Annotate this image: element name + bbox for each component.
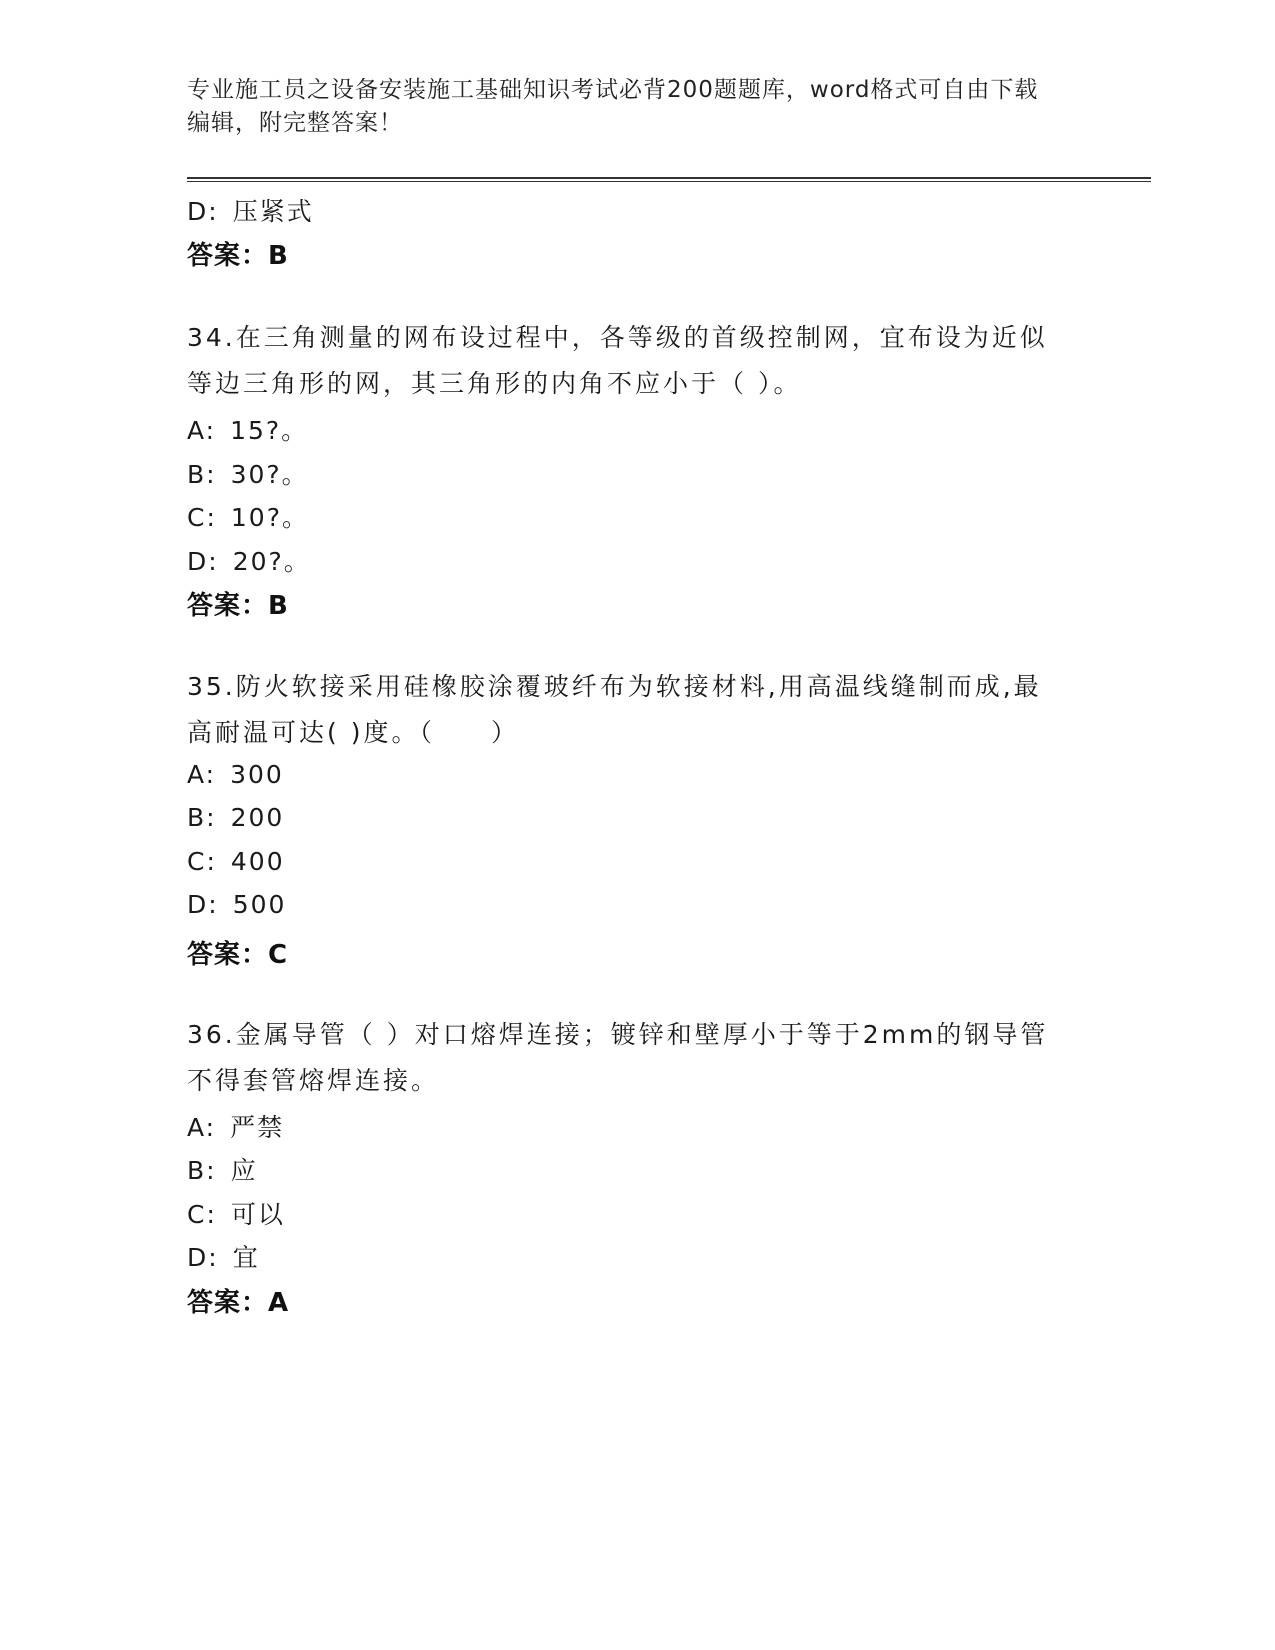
- option-text: 500: [232, 890, 287, 919]
- option-key: A:: [187, 416, 217, 445]
- option-key: A:: [187, 760, 217, 789]
- question-stem-line-1: 34.在三角测量的网布设过程中，各等级的首级控制网，宜布设为近似: [187, 323, 1048, 352]
- question-35-answer: 答案：C: [187, 940, 289, 970]
- option-key: B:: [187, 803, 217, 832]
- option-key: D:: [187, 890, 219, 919]
- question-36-option-c: [187, 1195, 285, 1231]
- question-36-answer: 答案：A: [187, 1288, 290, 1318]
- option-text: 300: [230, 760, 284, 789]
- header-line-2: 编辑，附完整答案！: [187, 110, 403, 136]
- question-stem-line-1: 35.防火软接采用硅橡胶涂覆玻纤布为软接材料,用高温线缝制而成,最: [187, 672, 1042, 701]
- question-34-option-b: [187, 455, 309, 491]
- question-35-option-a: [187, 760, 284, 789]
- option-text: 宜: [232, 1243, 260, 1272]
- option-text: 压紧式: [232, 197, 314, 226]
- option-d-prev: [187, 192, 314, 228]
- option-key: C:: [187, 1200, 217, 1229]
- question-34-stem: [187, 315, 1067, 407]
- question-35-option-c: [187, 847, 285, 876]
- question-35-stem: [187, 664, 1067, 756]
- page-header: [187, 74, 1067, 140]
- question-stem-line-2: 不得套管熔焊连接。: [187, 1066, 440, 1095]
- option-text: 应: [230, 1156, 258, 1185]
- question-36-option-a: [187, 1108, 284, 1144]
- option-key: C:: [187, 503, 217, 532]
- header-line-1: 专业施工员之设备安装施工基础知识考试必背200题题库，word格式可自由下载: [187, 77, 1039, 103]
- question-stem-line-2: 等边三角形的网，其三角形的内角不应小于（ ）。: [187, 369, 802, 398]
- option-text: 15?。: [230, 416, 309, 445]
- option-text: 严禁: [230, 1113, 285, 1142]
- option-key: D:: [187, 197, 219, 226]
- option-key: A:: [187, 1113, 217, 1142]
- question-36-stem: [187, 1012, 1067, 1104]
- question-34-answer: 答案：B: [187, 591, 289, 621]
- question-stem-line-2: 高耐温可达( )度。（ ）: [187, 718, 519, 747]
- option-text: 30?。: [230, 460, 309, 489]
- question-35-option-d: [187, 890, 286, 919]
- answer-prev: 答案：B: [187, 241, 289, 271]
- option-text: 200: [230, 803, 285, 832]
- option-text: 10?。: [230, 503, 309, 532]
- option-key: B:: [187, 1156, 217, 1185]
- header-rule-thin: [187, 181, 1151, 182]
- option-text: 可以: [230, 1200, 285, 1229]
- question-34-option-c: [187, 498, 309, 534]
- question-stem-line-1: 36.金属导管（ ）对口熔焊连接；镀锌和壁厚小于等于2mm的钢导管: [187, 1020, 1049, 1049]
- option-key: C:: [187, 847, 217, 876]
- header-rule-thick: [187, 177, 1151, 179]
- option-text: 20?。: [232, 547, 311, 576]
- option-text: 400: [230, 847, 285, 876]
- option-key: B:: [187, 460, 217, 489]
- question-36-option-d: [187, 1238, 260, 1274]
- question-34-option-a: [187, 411, 308, 447]
- question-36-option-b: [187, 1151, 258, 1187]
- question-34-option-d: [187, 542, 311, 578]
- question-35-option-b: [187, 803, 284, 832]
- option-key: D:: [187, 547, 219, 576]
- option-key: D:: [187, 1243, 219, 1272]
